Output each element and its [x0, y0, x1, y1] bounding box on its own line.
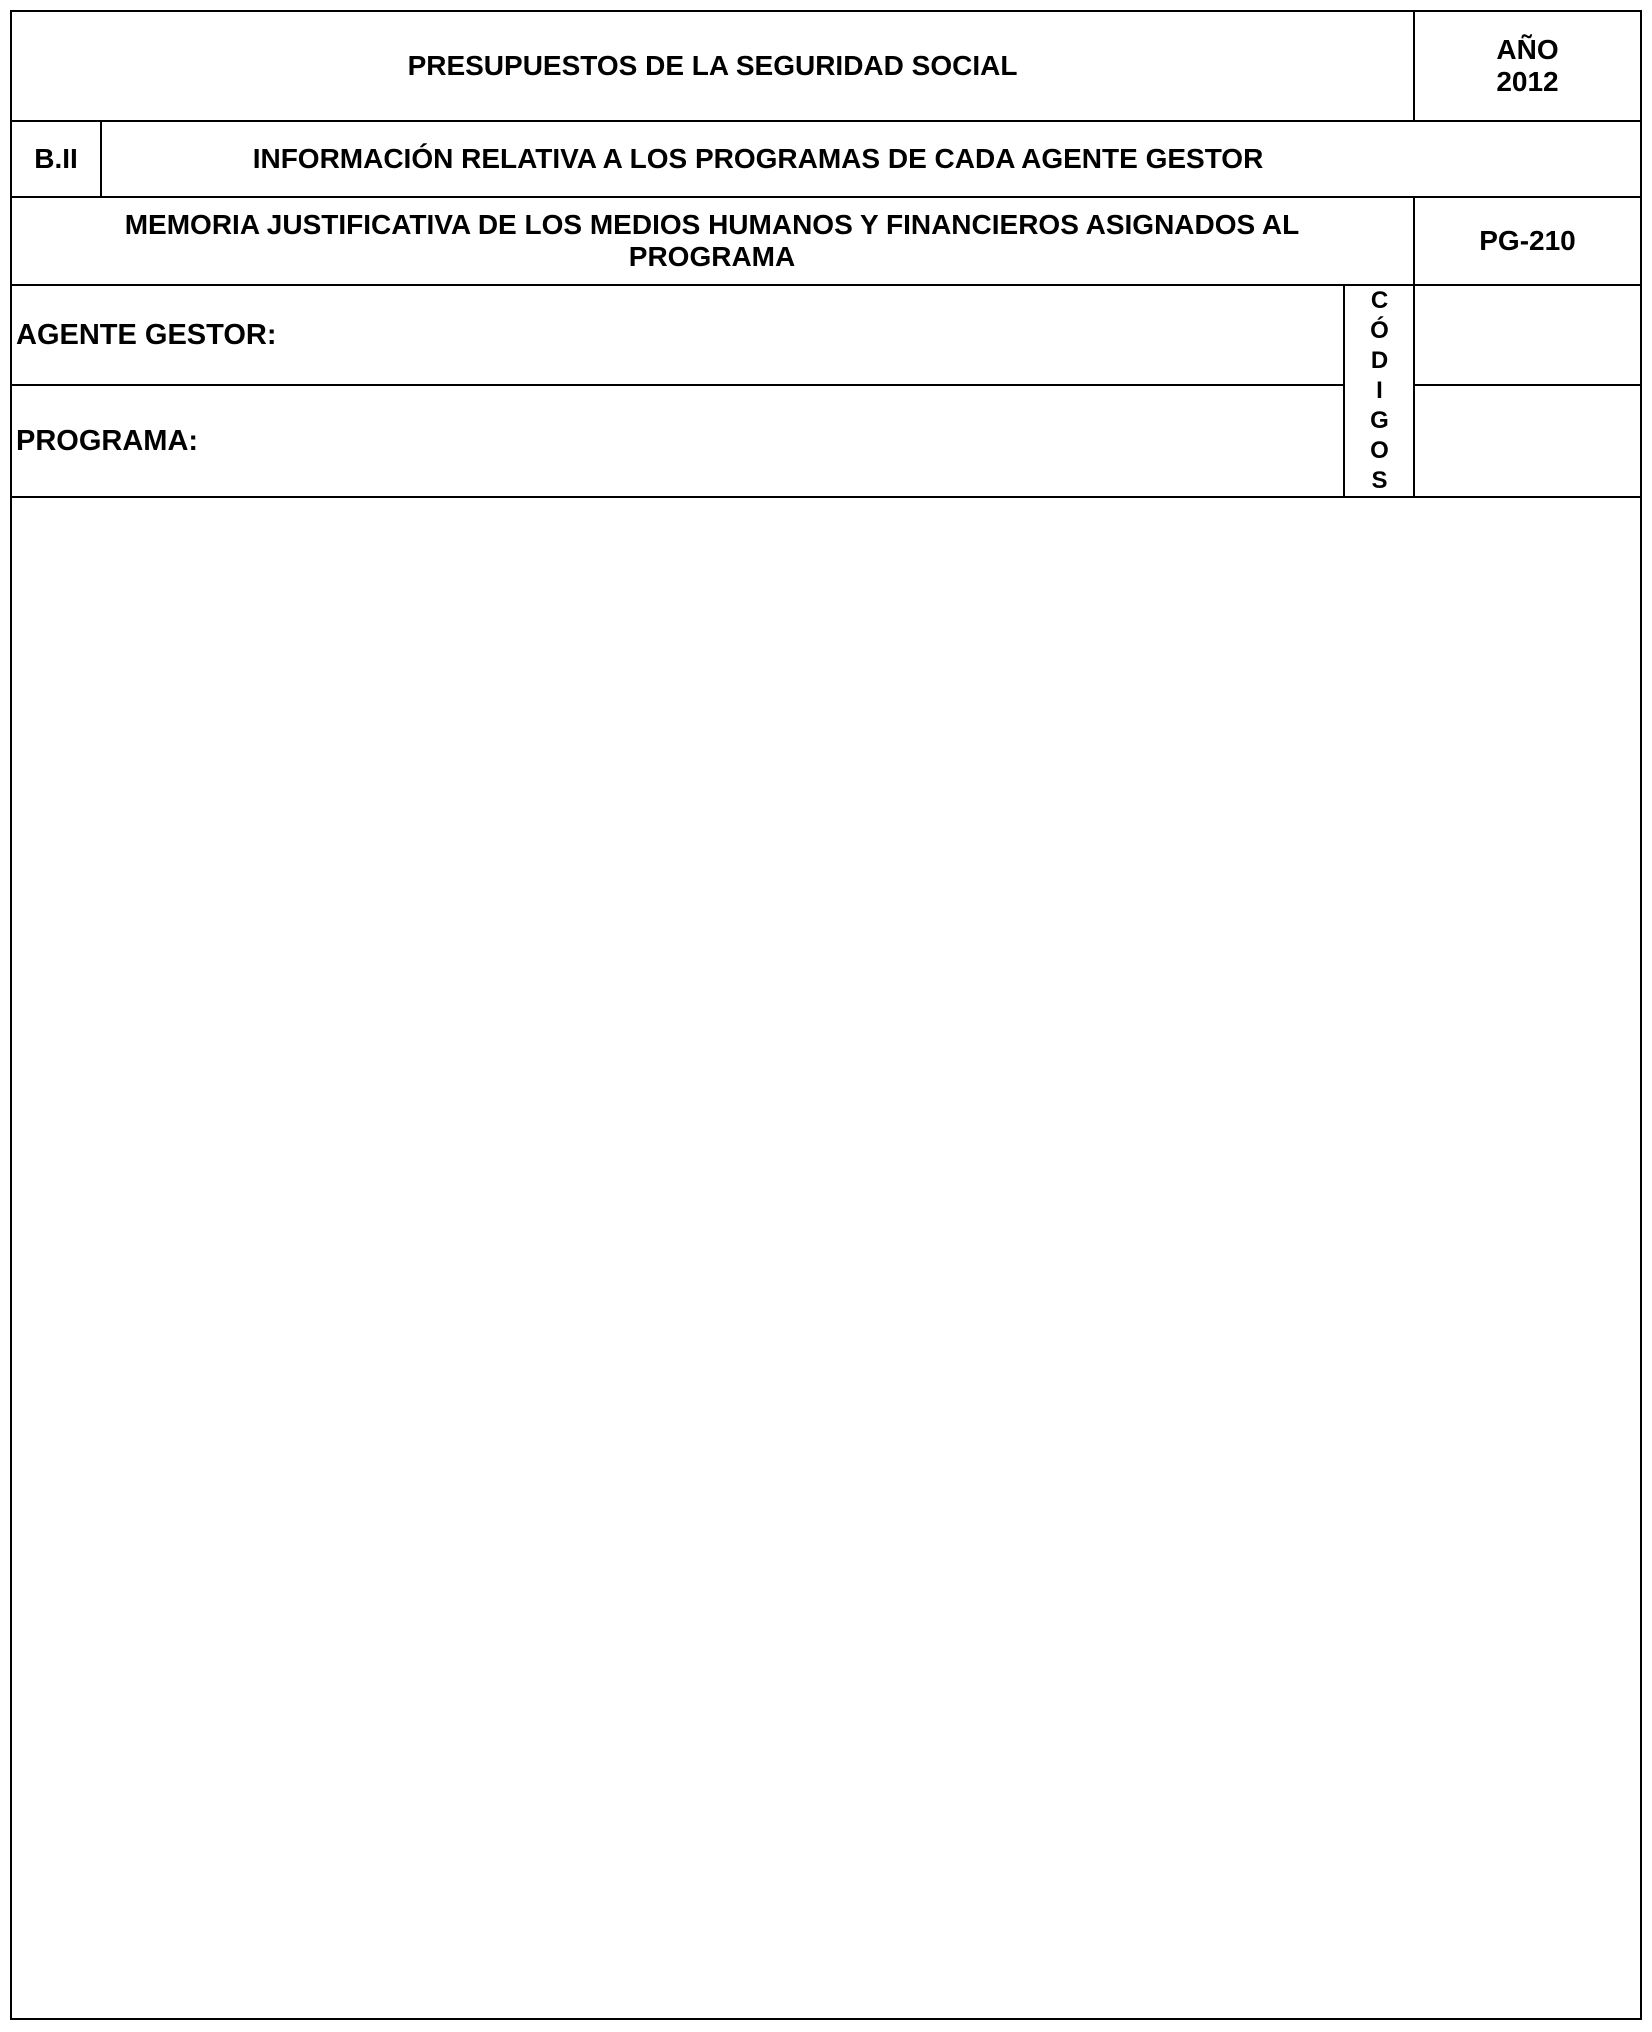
- codigos-letter: O: [1370, 437, 1389, 464]
- header-year: [1415, 12, 1640, 120]
- agente-gestor-label: AGENTE GESTOR:: [16, 318, 277, 351]
- memoria-title: MEMORIA JUSTIFICATIVA DE LOS MEDIOS HUMANOS Y FINANCIEROS ASIGNADOS AL PROGRAMA: [124, 209, 1300, 272]
- codigos-letter: I: [1376, 377, 1383, 404]
- codigos-letter: C: [1370, 287, 1389, 314]
- divider: [100, 122, 102, 196]
- section-title: INFORMACIÓN RELATIVA A LOS PROGRAMAS DE CADA AGENTE GESTOR: [252, 143, 1264, 174]
- agente-gestor-field[interactable]: [612, 286, 1344, 384]
- body-text-area[interactable]: [12, 498, 1640, 2018]
- year-value: 2012: [1496, 66, 1559, 97]
- section-code: B.II: [34, 143, 78, 174]
- year-label: AÑO: [1496, 34, 1559, 65]
- agente-gestor-code-field[interactable]: [1415, 286, 1640, 384]
- divider: [1413, 198, 1415, 496]
- codigos-letter: G: [1370, 407, 1389, 434]
- budget-form: [10, 10, 1642, 2020]
- divider: [1413, 12, 1415, 120]
- codigos-letter: Ó: [1370, 317, 1389, 344]
- codigos-label: [1345, 286, 1414, 496]
- programa-label: PROGRAMA:: [16, 424, 199, 457]
- programa-code-field[interactable]: [1415, 386, 1640, 496]
- codigos-letter: S: [1371, 467, 1388, 494]
- header-title: PRESUPUESTOS DE LA SEGURIDAD SOCIAL: [407, 50, 1018, 81]
- form-code: PG-210: [1479, 225, 1576, 256]
- codigos-letter: D: [1370, 347, 1389, 374]
- programa-field[interactable]: [612, 386, 1344, 496]
- divider: [1343, 286, 1345, 496]
